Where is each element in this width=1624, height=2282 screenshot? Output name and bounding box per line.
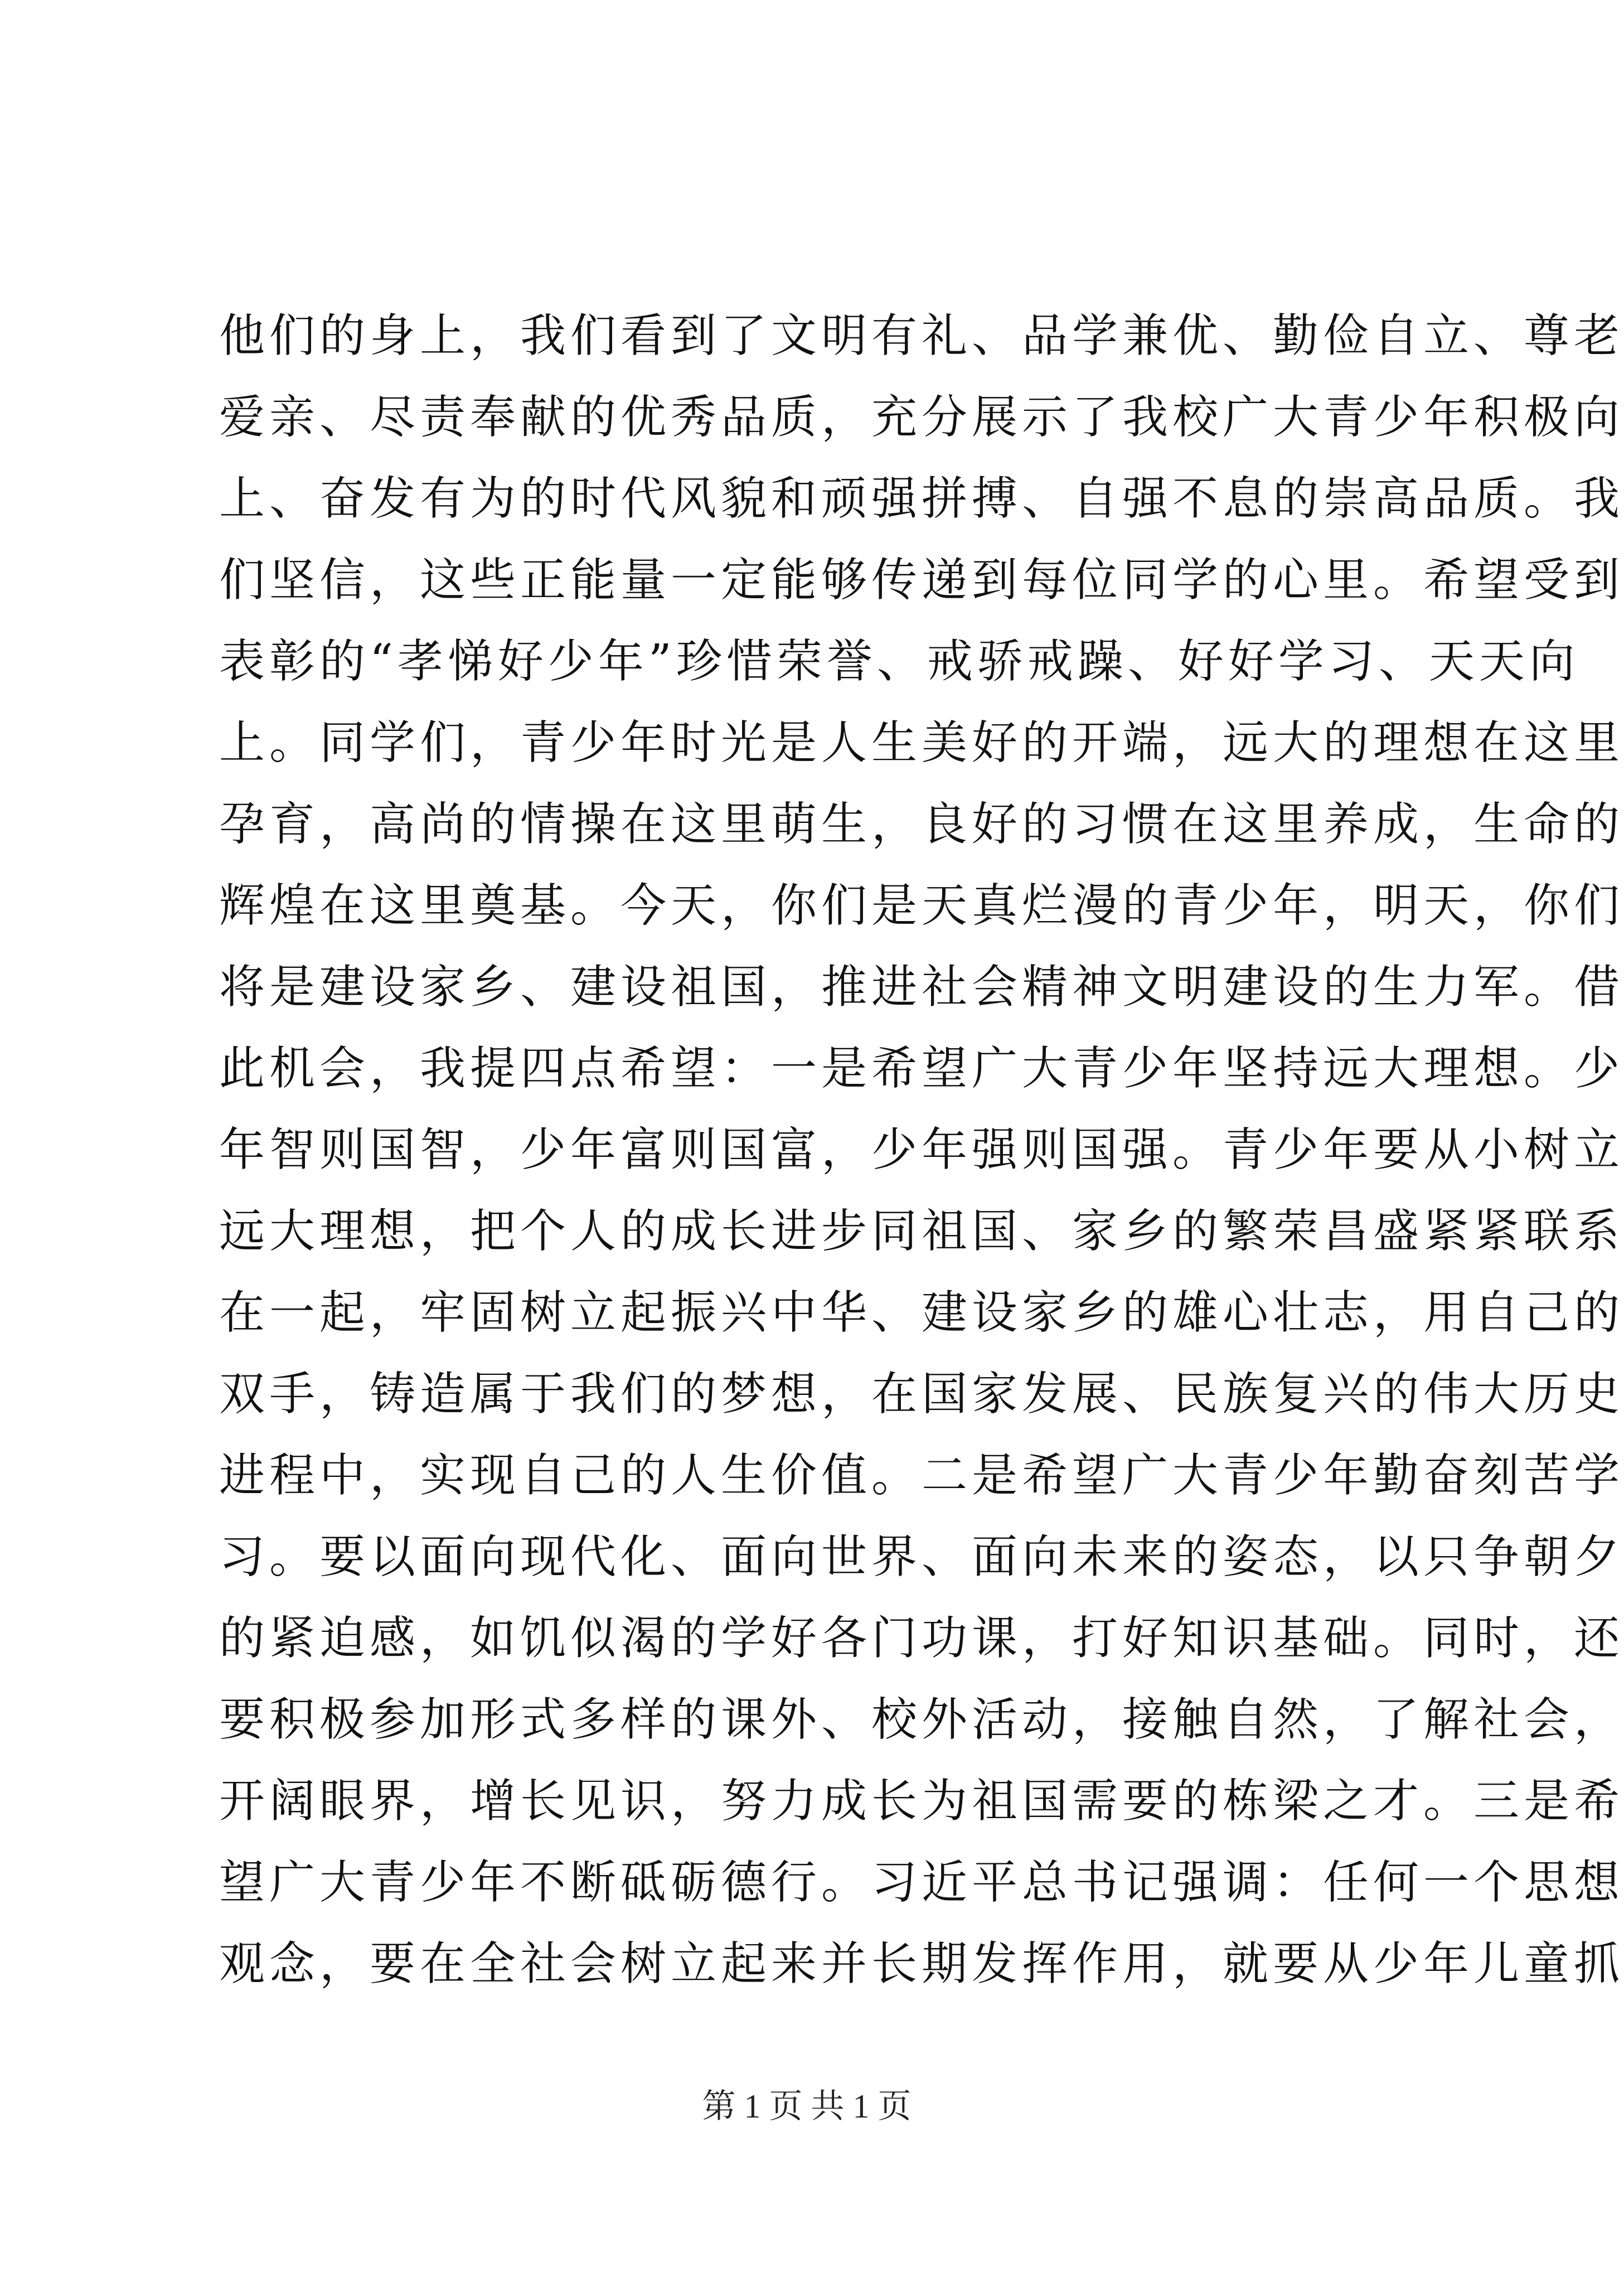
- text-line: 开阔眼界，增长见识，努力成长为祖国需要的栋梁之才。三是希: [219, 1775, 1624, 1828]
- text-line: 双手，铸造属于我们的梦想，在国家发展、民族复兴的伟大历史: [219, 1368, 1624, 1421]
- text-line: 远大理想，把个人的成长进步同祖国、家乡的繁荣昌盛紧紧联系: [219, 1205, 1624, 1258]
- text-line: 辉煌在这里奠基。今天，你们是天真烂漫的青少年，明天，你们: [219, 879, 1624, 932]
- text-line: 将是建设家乡、建设祖国，推进社会精神文明建设的生力军。借: [219, 961, 1624, 1014]
- text-line: 爱亲、尽责奉献的优秀品质，充分展示了我校广大青少年积极向: [219, 391, 1624, 444]
- text-line: 的紧迫感，如饥似渴的学好各门功课，打好知识基础。同时，还: [219, 1612, 1624, 1665]
- text-line: 要积极参加形式多样的课外、校外活动，接触自然，了解社会，: [219, 1693, 1624, 1746]
- text-line: 观念，要在全社会树立起来并长期发挥作用，就要从少年儿童抓: [219, 1937, 1624, 1990]
- text-line: 上。同学们，青少年时光是人生美好的开端，远大的理想在这里: [219, 716, 1624, 769]
- text-line: 他们的身上，我们看到了文明有礼、品学兼优、勤俭自立、尊老: [219, 309, 1624, 362]
- text-line: 们坚信，这些正能量一定能够传递到每位同学的心里。希望受到: [219, 554, 1624, 607]
- text-line: 表彰的“孝悌好少年”珍惜荣誉、戒骄戒躁、好好学习、天天向: [219, 635, 1579, 688]
- page-footer: 第 1 页 共 1 页: [702, 2088, 912, 2125]
- text-line: 在一起，牢固树立起振兴中华、建设家乡的雄心壮志，用自己的: [219, 1286, 1624, 1339]
- text-line: 上、奋发有为的时代风貌和顽强拼搏、自强不息的崇高品质。我: [219, 472, 1624, 525]
- text-line: 习。要以面向现代化、面向世界、面向未来的姿态，以只争朝夕: [219, 1530, 1624, 1583]
- text-line: 孕育，高尚的情操在这里萌生，良好的习惯在这里养成，生命的: [219, 798, 1624, 851]
- body-text: [219, 295, 1624, 2005]
- text-line: 望广大青少年不断砥砺德行。习近平总书记强调：任何一个思想: [219, 1856, 1624, 1909]
- text-line: 年智则国智，少年富则国富，少年强则国强。青少年要从小树立: [219, 1123, 1624, 1176]
- text-line: 进程中，实现自己的人生价值。二是希望广大青少年勤奋刻苦学: [219, 1449, 1624, 1502]
- text-line: 此机会，我提四点希望：一是希望广大青少年坚持远大理想。少: [219, 1042, 1624, 1095]
